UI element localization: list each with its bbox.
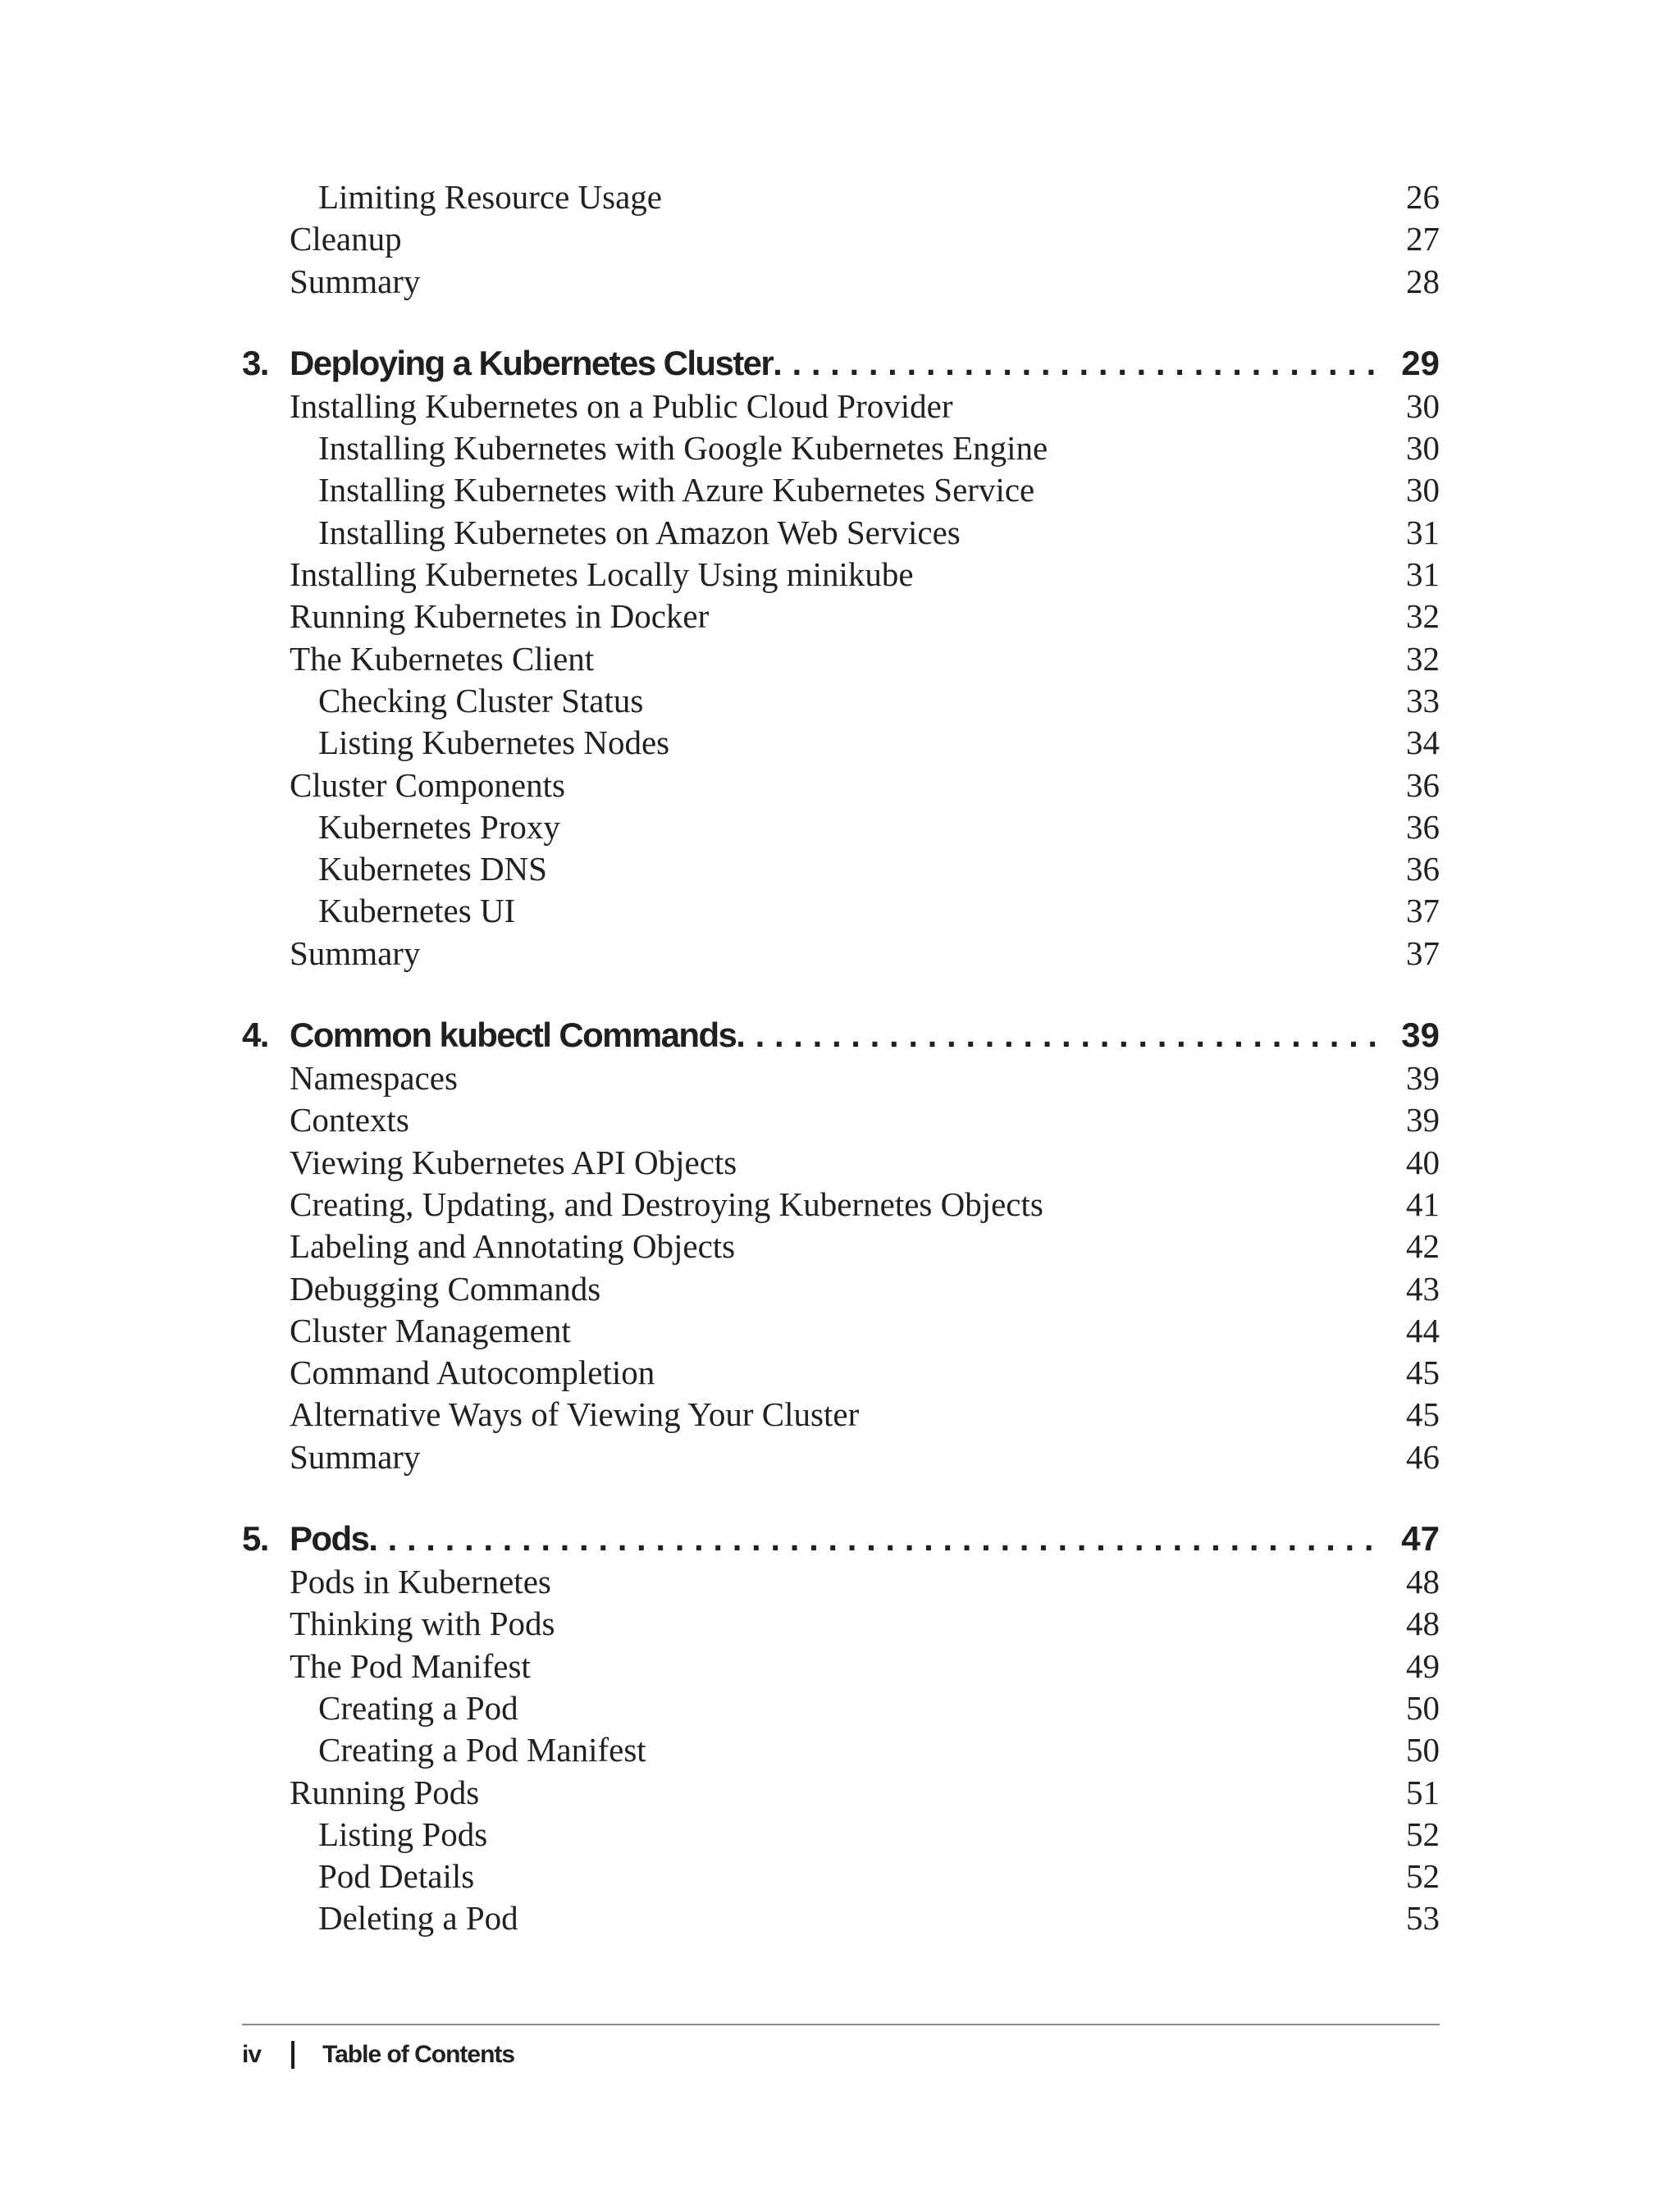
toc-entry-page: 48 [1406,1605,1440,1643]
footer-section-title: Table of Contents [322,2041,515,2068]
toc-entry-title: Thinking with Pods [290,1605,555,1643]
toc-entry-title: Alternative Ways of Viewing Your Cluster [290,1395,860,1434]
toc-entry-title: Installing Kubernetes with Azure Kubernetes Service [318,471,1035,509]
toc-entry-page: 50 [1406,1731,1440,1769]
dot-leader [773,341,1382,386]
toc-entry[interactable] [242,554,1440,596]
toc-entry-page: 42 [1406,1227,1440,1266]
toc-entry[interactable] [242,1687,1440,1729]
toc-entry[interactable] [242,848,1440,890]
toc-entry-title: Kubernetes DNS [318,850,547,888]
toc-entry[interactable] [242,638,1440,680]
toc-entry-page: 53 [1406,1899,1440,1938]
toc-entry-page: 36 [1406,807,1440,846]
toc-entry-page: 30 [1406,429,1440,468]
toc-entry-title: Creating a Pod [318,1688,518,1727]
toc-entry-page: 45 [1406,1395,1440,1434]
toc-chapter-4 [242,1013,1440,1478]
toc-entry-page: 36 [1406,850,1440,888]
toc-entry-title: Summary [290,934,421,972]
chapter-number: 4. [242,1016,268,1055]
toc-entry-title: Summary [290,262,421,300]
toc-entry[interactable] [242,176,1440,218]
toc-entry-title: Labeling and Annotating Objects [290,1227,736,1266]
toc-entry-page: 52 [1406,1857,1440,1896]
toc-entry-title: Command Autocompletion [290,1354,655,1392]
toc-entry[interactable] [242,1772,1440,1814]
toc-entry-page: 45 [1406,1354,1440,1392]
toc-entry[interactable] [242,1184,1440,1226]
toc-entry-title: Running Kubernetes in Docker [290,597,710,636]
toc-entry-page: 48 [1406,1563,1440,1601]
toc-entry-title: Cluster Components [290,765,565,804]
toc-entry-page: 26 [1406,178,1440,216]
toc-entry-page: 46 [1406,1437,1440,1476]
toc-entry-page: 39 [1406,1059,1440,1098]
toc-entry-title: The Pod Manifest [290,1646,531,1685]
toc-entry[interactable] [242,1268,1440,1310]
toc-continued-entries [242,176,1440,303]
toc-entry[interactable] [242,1897,1440,1939]
toc-entry-page: 40 [1406,1143,1440,1181]
toc-entry-title: Creating a Pod Manifest [318,1731,646,1769]
toc-entry-page: 52 [1406,1815,1440,1853]
toc-entry[interactable] [242,1729,1440,1771]
toc-entry-title: Viewing Kubernetes API Objects [290,1143,737,1181]
toc-entry[interactable] [242,1814,1440,1856]
toc-entry-title: Kubernetes Proxy [318,807,560,846]
dot-leader [736,1013,1382,1057]
chapter-title-leader [290,1517,1382,1561]
toc-entry-page: 49 [1406,1646,1440,1685]
toc-entry[interactable] [242,1561,1440,1603]
toc-entry[interactable] [242,1226,1440,1267]
toc-entry-title: Installing Kubernetes on Amazon Web Services [318,513,961,551]
toc-entry-title: Running Pods [290,1773,480,1811]
toc-entry[interactable] [242,1646,1440,1687]
toc-entry[interactable] [242,722,1440,764]
toc-entry-page: 33 [1406,681,1440,719]
chapter-title: Common kubectl Commands [290,1016,737,1055]
toc-entry-page: 50 [1406,1688,1440,1727]
chapter-number: 3. [242,343,268,382]
toc-entry-title: Listing Pods [318,1815,488,1853]
toc-entry-page: 51 [1406,1773,1440,1811]
toc-entry[interactable] [242,261,1440,303]
toc-chapter-3 [242,341,1440,975]
toc-entry[interactable] [242,427,1440,469]
toc-entry-page: 36 [1406,765,1440,804]
toc-entry-title: Contexts [290,1101,409,1139]
toc-entry-title: Namespaces [290,1059,458,1098]
toc-entry-title: Installing Kubernetes with Google Kubernetes Engine [318,429,1048,468]
footer-page-number: iv [242,2041,262,2068]
toc-entry-title: Cluster Management [290,1311,571,1349]
toc-entry-title: Cleanup [290,220,402,258]
chapter-heading[interactable] [242,1013,1440,1057]
toc-entry[interactable] [242,890,1440,932]
toc-entry-title: Installing Kubernetes Locally Using minikube [290,555,914,594]
page-footer [242,2034,514,2075]
toc-entry[interactable] [242,386,1440,427]
toc-entry[interactable] [242,1856,1440,1897]
toc-entry-title: Pods in Kubernetes [290,1563,551,1601]
toc-entry[interactable] [242,512,1440,554]
toc-entry-page: 27 [1406,220,1440,258]
toc-entry-title: Pod Details [318,1857,475,1896]
toc-entry-page: 43 [1406,1269,1440,1308]
toc-entry[interactable] [242,596,1440,637]
toc-entry-title: Limiting Resource Usage [318,178,663,216]
toc-entry[interactable] [242,1436,1440,1478]
toc-entry[interactable] [242,469,1440,511]
toc-entry-page: 30 [1406,386,1440,425]
footer-divider [242,2024,1440,2025]
toc-entry-title: Creating, Updating, and Destroying Kubernetes Objects [290,1185,1043,1223]
toc-entry-title: Deleting a Pod [318,1899,518,1938]
toc-entry-page: 30 [1406,471,1440,509]
chapter-page: 47 [1401,1519,1440,1559]
toc-entry[interactable] [242,680,1440,722]
toc-entry-page: 32 [1406,597,1440,636]
table-of-contents [242,176,1440,1940]
toc-entry-title: Installing Kubernetes on a Public Cloud Provider [290,386,953,425]
chapter-heading[interactable] [242,341,1440,386]
toc-entry-title: Checking Cluster Status [318,681,644,719]
toc-entry[interactable] [242,1057,1440,1099]
chapter-title-leader [290,341,1382,386]
toc-entry[interactable] [242,1099,1440,1141]
toc-entry-page: 37 [1406,934,1440,972]
chapter-number: 5. [242,1519,268,1559]
toc-entry[interactable] [242,1394,1440,1436]
chapter-page: 29 [1401,343,1440,382]
toc-entry[interactable] [242,1352,1440,1394]
dot-leader [368,1517,1382,1561]
chapter-page: 39 [1401,1016,1440,1055]
toc-entry-page: 44 [1406,1311,1440,1349]
toc-entry[interactable] [242,806,1440,848]
toc-entry[interactable] [242,218,1440,260]
toc-entry-title: Summary [290,1437,421,1476]
chapter-title-leader [290,1013,1382,1057]
toc-entry[interactable] [242,1310,1440,1352]
toc-entry-title: Listing Kubernetes Nodes [318,724,670,762]
toc-entry[interactable] [242,1603,1440,1645]
toc-entry[interactable] [242,933,1440,975]
toc-entry-page: 37 [1406,892,1440,930]
toc-entry-title: Debugging Commands [290,1269,601,1308]
toc-entry[interactable] [242,765,1440,806]
toc-entry-page: 41 [1406,1185,1440,1223]
toc-entry[interactable] [242,1142,1440,1184]
toc-entry-page: 39 [1406,1101,1440,1139]
toc-chapter-5 [242,1517,1440,1940]
footer-separator [291,2041,294,2069]
toc-entry-page: 32 [1406,639,1440,678]
toc-entry-page: 31 [1406,513,1440,551]
toc-entry-title: The Kubernetes Client [290,639,595,678]
toc-entry-page: 34 [1406,724,1440,762]
chapter-title: Deploying a Kubernetes Cluster [290,343,774,382]
chapter-heading[interactable] [242,1517,1440,1561]
toc-entry-page: 28 [1406,262,1440,300]
chapter-title: Pods [290,1519,369,1559]
toc-entry-page: 31 [1406,555,1440,594]
toc-entry-title: Kubernetes UI [318,892,516,930]
